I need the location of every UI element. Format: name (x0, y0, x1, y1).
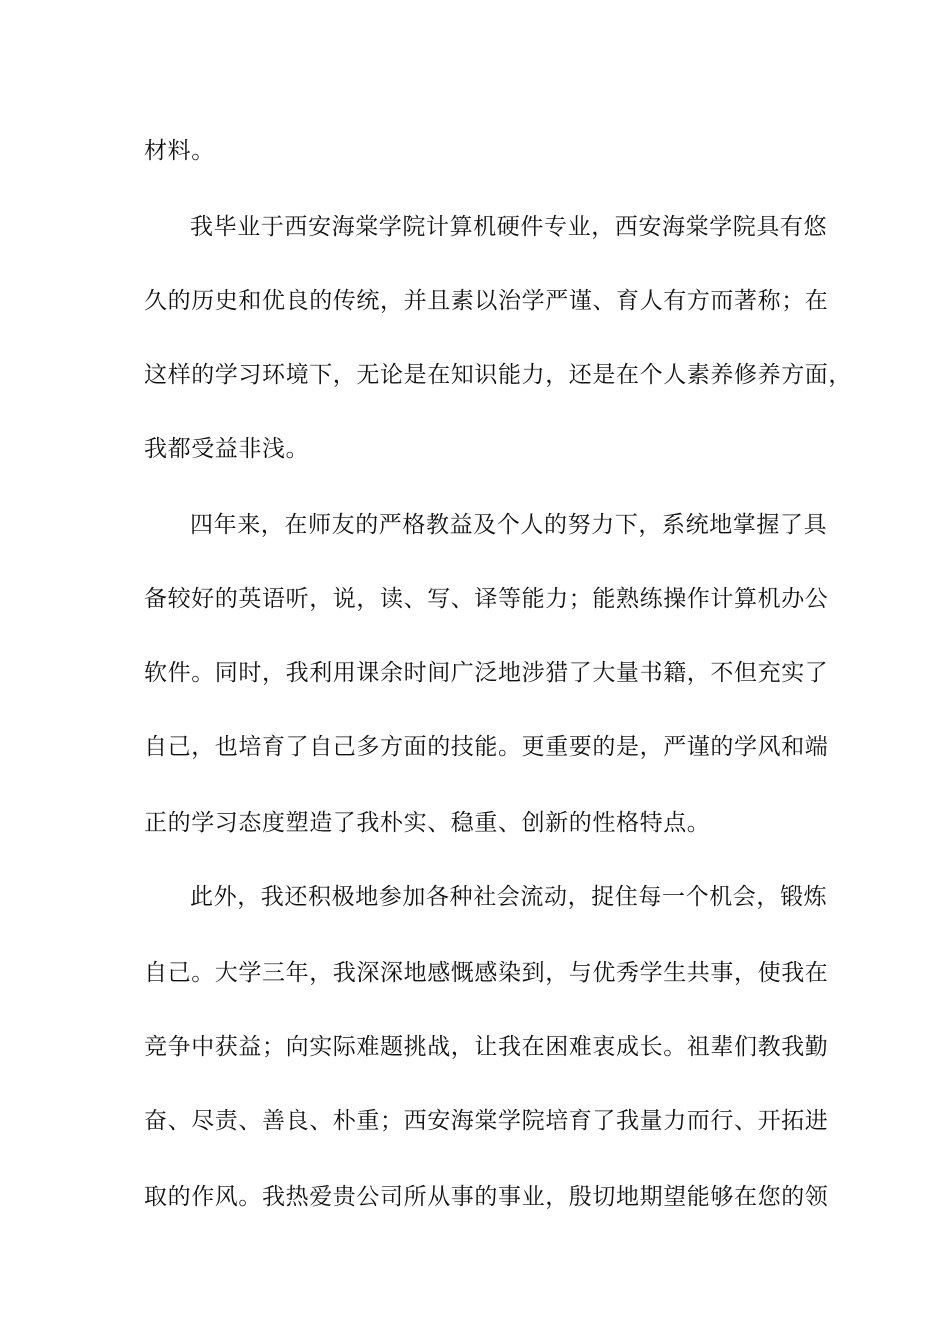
paragraph-start-line: 四年来，在师友的严格教益及个人的努力下，系统地掌握了具 (190, 512, 828, 538)
text-line: 自己。大学三年，我深深地感慨感染到，与优秀学生共事，使我在 (144, 960, 829, 986)
text-line: 取的作风。我热爱贵公司所从事的事业，殷切地期望能够在您的领 (144, 1184, 829, 1210)
text-line: 奋、尽责、善良、朴重；西安海棠学院培育了我量力而行、开拓进 (144, 1108, 829, 1134)
text-line: 久的历史和优良的传统，并且素以治学严谨、育人有方而著称；在 (144, 288, 829, 314)
text-line: 材料。 (144, 138, 215, 164)
text-line: 自己，也培育了自己多方面的技能。更重要的是，严谨的学风和端 (144, 734, 829, 760)
paragraph-start-line: 我毕业于西安海棠学院计算机硬件专业，西安海棠学院具有悠 (190, 214, 828, 240)
text-line: 这样的学习环境下，无论是在知识能力，还是在个人素养修养方面， (144, 362, 852, 388)
text-line: 竞争中获益；向实际难题挑战，让我在困难衷成长。祖辈们教我勤 (144, 1034, 829, 1060)
text-line: 正的学习态度塑造了我朴实、稳重、创新的性格特点。 (144, 810, 711, 836)
text-line: 我都受益非浅。 (144, 436, 310, 462)
text-line: 备较好的英语听，说，读、写、译等能力；能熟练操作计算机办公 (144, 586, 829, 612)
paragraph-start-line: 此外，我还积极地参加各种社会流动，捉住每一个机会，锻炼 (190, 884, 828, 910)
text-line: 软件。同时，我利用课余时间广泛地涉猎了大量书籍，不但充实了 (144, 660, 829, 686)
